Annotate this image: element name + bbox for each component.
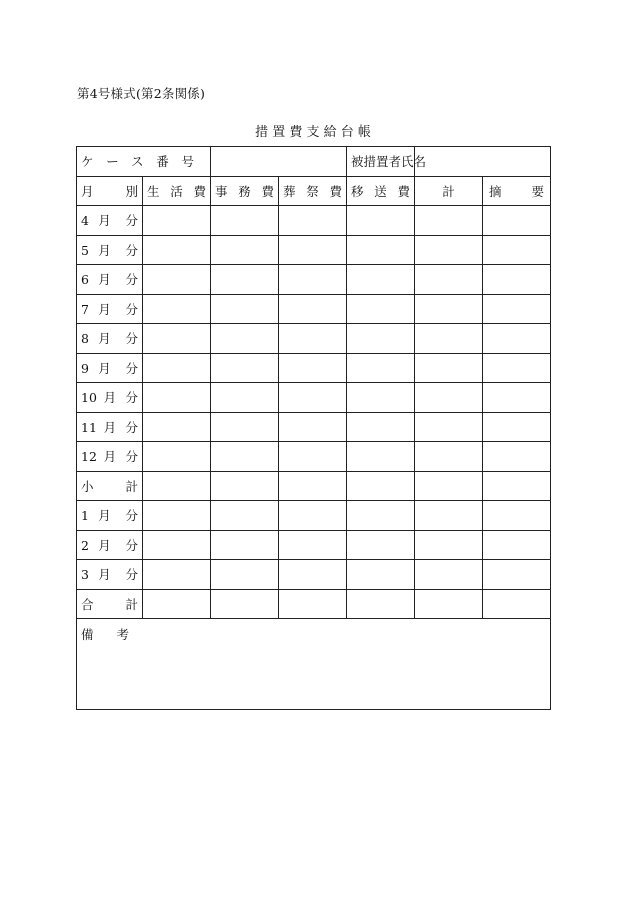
row-label: 1 月 分 [77, 501, 143, 531]
amount-cell[interactable] [143, 471, 211, 501]
amount-cell[interactable] [347, 501, 415, 531]
row-label: 合 計 [77, 589, 143, 619]
table-row [77, 383, 551, 413]
amount-cell[interactable] [415, 471, 483, 501]
amount-cell[interactable] [347, 265, 415, 295]
table-row [77, 235, 551, 265]
amount-cell[interactable] [415, 383, 483, 413]
table-row [77, 412, 551, 442]
amount-cell[interactable] [415, 235, 483, 265]
row-label: 10 月 分 [77, 383, 143, 413]
amount-cell[interactable] [483, 589, 551, 619]
amount-cell[interactable] [415, 442, 483, 472]
column-total: 計 [415, 176, 483, 206]
amount-cell[interactable] [143, 235, 211, 265]
amount-cell[interactable] [483, 265, 551, 295]
column-living-cost: 生活費 [143, 176, 211, 206]
row-label: 5 月 分 [77, 235, 143, 265]
row-label: 4 月 分 [77, 206, 143, 236]
amount-cell[interactable] [347, 235, 415, 265]
remarks-row [77, 619, 551, 710]
amount-cell[interactable] [279, 294, 347, 324]
amount-cell[interactable] [483, 383, 551, 413]
amount-cell[interactable] [279, 206, 347, 236]
document-title: 措 置 費 支 給 台 帳 [255, 125, 371, 140]
form-number: 第4号様式(第2条関係) [77, 86, 206, 101]
amount-cell[interactable] [279, 471, 347, 501]
amount-cell[interactable] [415, 324, 483, 354]
row-label: 11 月 分 [77, 412, 143, 442]
table-row [77, 324, 551, 354]
amount-cell[interactable] [211, 589, 279, 619]
amount-cell[interactable] [143, 589, 211, 619]
row-label: 9 月 分 [77, 353, 143, 383]
row-label: 3 月 分 [77, 560, 143, 590]
amount-cell[interactable] [347, 442, 415, 472]
amount-cell[interactable] [415, 353, 483, 383]
amount-cell[interactable] [347, 560, 415, 590]
amount-cell[interactable] [279, 324, 347, 354]
amount-cell[interactable] [211, 353, 279, 383]
amount-cell[interactable] [143, 442, 211, 472]
table-row [77, 471, 551, 501]
amount-cell[interactable] [143, 206, 211, 236]
amount-cell[interactable] [483, 501, 551, 531]
amount-cell[interactable] [279, 442, 347, 472]
amount-cell[interactable] [211, 265, 279, 295]
amount-cell[interactable] [483, 471, 551, 501]
row-label: 8 月 分 [77, 324, 143, 354]
amount-cell[interactable] [279, 530, 347, 560]
amount-cell[interactable] [415, 530, 483, 560]
table-row [77, 501, 551, 531]
amount-cell[interactable] [347, 324, 415, 354]
amount-cell[interactable] [483, 442, 551, 472]
case-info-row [77, 147, 551, 177]
row-label: 12 月 分 [77, 442, 143, 472]
amount-cell[interactable] [415, 294, 483, 324]
amount-cell[interactable] [279, 589, 347, 619]
column-office-cost: 事務費 [211, 176, 279, 206]
table-row [77, 530, 551, 560]
amount-cell[interactable] [211, 235, 279, 265]
amount-cell[interactable] [211, 294, 279, 324]
table-row [77, 442, 551, 472]
amount-cell[interactable] [347, 353, 415, 383]
amount-cell[interactable] [483, 206, 551, 236]
table-row [77, 353, 551, 383]
amount-cell[interactable] [279, 353, 347, 383]
ledger-table [76, 146, 551, 710]
row-label: 2 月 分 [77, 530, 143, 560]
amount-cell[interactable] [415, 560, 483, 590]
amount-cell[interactable] [483, 294, 551, 324]
amount-cell[interactable] [279, 265, 347, 295]
case-number-label: ケース番号 [77, 147, 211, 177]
amount-cell[interactable] [211, 530, 279, 560]
amount-cell[interactable] [211, 206, 279, 236]
amount-cell[interactable] [279, 383, 347, 413]
amount-cell[interactable] [415, 412, 483, 442]
amount-cell[interactable] [347, 589, 415, 619]
amount-cell[interactable] [143, 412, 211, 442]
amount-cell[interactable] [143, 530, 211, 560]
amount-cell[interactable] [143, 501, 211, 531]
amount-cell[interactable] [415, 589, 483, 619]
amount-cell[interactable] [347, 471, 415, 501]
column-funeral-cost: 葬祭費 [279, 176, 347, 206]
amount-cell[interactable] [279, 235, 347, 265]
table-row [77, 560, 551, 590]
amount-cell[interactable] [143, 560, 211, 590]
amount-cell[interactable] [483, 530, 551, 560]
amount-cell[interactable] [211, 383, 279, 413]
amount-cell[interactable] [483, 235, 551, 265]
column-month: 月別 [77, 176, 143, 206]
column-header-row [77, 176, 551, 206]
amount-cell[interactable] [415, 501, 483, 531]
person-name-field[interactable] [415, 147, 551, 177]
row-label: 小 計 [77, 471, 143, 501]
amount-cell[interactable] [279, 412, 347, 442]
amount-cell[interactable] [483, 560, 551, 590]
table-row [77, 265, 551, 295]
amount-cell[interactable] [415, 206, 483, 236]
table-row [77, 589, 551, 619]
row-label: 6 月 分 [77, 265, 143, 295]
amount-cell[interactable] [143, 353, 211, 383]
amount-cell[interactable] [211, 471, 279, 501]
case-number-field[interactable] [211, 147, 347, 177]
amount-cell[interactable] [211, 442, 279, 472]
amount-cell[interactable] [483, 412, 551, 442]
amount-cell[interactable] [211, 412, 279, 442]
table-row [77, 294, 551, 324]
remarks-label: 備考 [81, 627, 129, 642]
amount-cell[interactable] [347, 294, 415, 324]
amount-cell[interactable] [143, 324, 211, 354]
amount-cell[interactable] [279, 501, 347, 531]
row-label: 7 月 分 [77, 294, 143, 324]
amount-cell[interactable] [143, 294, 211, 324]
amount-cell[interactable] [347, 206, 415, 236]
amount-cell[interactable] [143, 265, 211, 295]
amount-cell[interactable] [211, 560, 279, 590]
amount-cell[interactable] [347, 412, 415, 442]
amount-cell[interactable] [211, 501, 279, 531]
amount-cell[interactable] [415, 265, 483, 295]
remarks-field[interactable] [77, 619, 551, 710]
amount-cell[interactable] [143, 383, 211, 413]
amount-cell[interactable] [483, 324, 551, 354]
column-remarks: 摘要 [483, 176, 551, 206]
column-transfer-cost: 移送費 [347, 176, 415, 206]
amount-cell[interactable] [347, 530, 415, 560]
amount-cell[interactable] [279, 560, 347, 590]
amount-cell[interactable] [483, 353, 551, 383]
person-name-label: 被措置者氏名 [347, 147, 415, 177]
amount-cell[interactable] [347, 383, 415, 413]
amount-cell[interactable] [211, 324, 279, 354]
table-row [77, 206, 551, 236]
